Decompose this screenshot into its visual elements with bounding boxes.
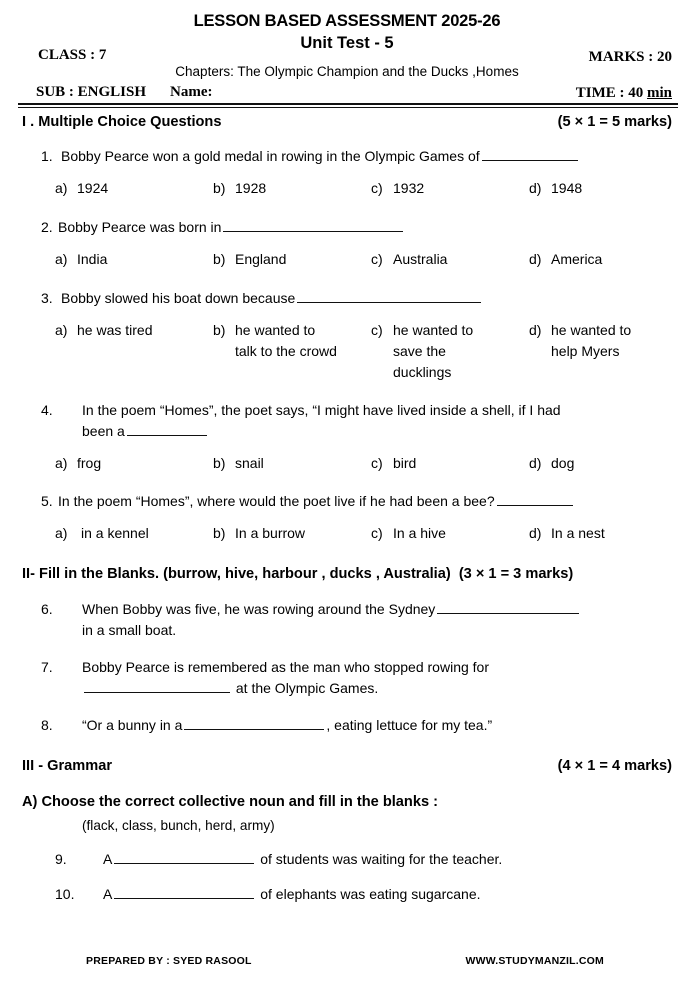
option-letter: a) — [55, 525, 68, 541]
option-text: Australia — [393, 251, 448, 267]
class-label: CLASS : 7 — [38, 47, 107, 63]
page-title: LESSON BASED ASSESSMENT 2025-26 — [193, 12, 501, 30]
header-divider — [18, 103, 678, 108]
option-c[interactable] — [371, 453, 529, 474]
section-3-marks: (4 × 1 = 4 marks) — [557, 758, 672, 774]
section-2-marks: (3 × 1 = 3 marks) — [458, 566, 574, 582]
question-stem: “Or a bunny in a — [82, 717, 183, 733]
question-2-options — [0, 249, 694, 270]
question-number: 2. — [41, 219, 53, 235]
document-header — [0, 0, 694, 103]
student-name-field[interactable]: Name: — [170, 84, 213, 100]
option-text: In a hive — [393, 525, 446, 541]
question-stem-tail: of elephants was eating sugarcane. — [260, 886, 481, 902]
question-text — [61, 146, 694, 167]
option-letter: a) — [55, 455, 68, 471]
option-a[interactable] — [55, 320, 213, 383]
option-letter: b) — [213, 180, 226, 196]
option-letter: a) — [55, 322, 68, 338]
question-stem-line-2: in a small boat. — [82, 622, 177, 638]
option-text: India — [77, 251, 108, 267]
option-text: England — [235, 251, 287, 267]
option-letter: c) — [371, 525, 383, 541]
question-stem: Bobby Pearce was born in — [58, 219, 222, 235]
question-5-options — [0, 523, 694, 544]
option-text: In a burrow — [235, 525, 306, 541]
question-text — [58, 491, 694, 512]
question-stem: Bobby Pearce won a gold medal in rowing in the Olympic Games of — [61, 148, 480, 164]
option-text: frog — [77, 455, 102, 471]
time-label — [576, 85, 672, 102]
question-stem-line-2 — [82, 678, 694, 699]
question-stem: In the poem “Homes”, where would the poet live if he had been a bee? — [58, 493, 495, 509]
section-1-title: I . Multiple Choice Questions — [22, 114, 222, 130]
option-d[interactable] — [529, 523, 605, 544]
answer-blank[interactable] — [114, 885, 254, 899]
question-stem-line-1: In the poem “Homes”, the poet says, “I might have lived inside a shell, if I had — [82, 402, 561, 418]
question-text — [82, 400, 694, 442]
question-number: 8. — [41, 717, 53, 733]
option-d[interactable] — [529, 320, 647, 383]
option-d[interactable] — [529, 249, 602, 270]
document-footer — [0, 955, 694, 967]
option-letter: b) — [213, 525, 226, 541]
unit-test-subtitle: Unit Test - 5 — [300, 34, 394, 52]
question-number: 3. — [41, 290, 53, 306]
option-letter: b) — [213, 455, 226, 471]
question-8 — [0, 715, 694, 736]
option-a[interactable] — [55, 523, 213, 544]
option-c[interactable] — [371, 249, 529, 270]
section-2-header — [0, 566, 694, 582]
question-text — [82, 599, 694, 641]
section-1-marks: (5 × 1 = 5 marks) — [557, 114, 672, 130]
option-text: bird — [393, 455, 417, 471]
worksheet-content — [0, 112, 694, 905]
option-letter: b) — [213, 322, 226, 338]
time-unit: min — [646, 85, 672, 101]
option-letter: d) — [529, 322, 542, 338]
prepared-by-label: PREPARED BY : SYED RASOOL — [86, 955, 252, 967]
option-letter: c) — [371, 180, 383, 196]
question-stem-line-1: Bobby Pearce is remembered as the man who stopped rowing for — [82, 659, 489, 675]
option-a[interactable] — [55, 249, 213, 270]
question-stem: A — [103, 886, 113, 902]
option-b[interactable] — [213, 453, 371, 474]
section-1-header — [0, 114, 694, 130]
answer-blank[interactable] — [223, 218, 403, 232]
question-number: 9. — [55, 851, 67, 867]
option-letter: a) — [55, 180, 68, 196]
question-9 — [0, 849, 694, 870]
answer-blank[interactable] — [127, 422, 207, 436]
subject-label: SUB : ENGLISH — [36, 84, 147, 100]
question-3 — [0, 288, 694, 309]
answer-blank[interactable] — [297, 289, 481, 303]
option-letter: d) — [529, 455, 542, 471]
answer-blank[interactable] — [84, 679, 230, 693]
option-text: 1924 — [77, 180, 109, 196]
option-letter: d) — [529, 525, 542, 541]
question-10 — [0, 884, 694, 905]
section-3-title: III - Grammar — [22, 758, 113, 774]
answer-blank[interactable] — [482, 147, 578, 161]
question-stem-line-2 — [82, 421, 694, 442]
option-b[interactable] — [213, 178, 371, 199]
question-3-options — [0, 320, 694, 383]
question-stem-line-1-text: When Bobby was five, he was rowing around the Sydney — [82, 601, 436, 617]
option-c[interactable] — [371, 523, 529, 544]
option-a[interactable] — [55, 178, 213, 199]
option-letter: d) — [529, 251, 542, 267]
question-number: 4. — [41, 402, 53, 418]
question-stem-line-2-text: at the Olympic Games. — [235, 680, 379, 696]
option-d[interactable] — [529, 453, 574, 474]
question-text — [61, 288, 694, 309]
answer-blank[interactable] — [437, 600, 579, 614]
option-text: he wanted to help Myers — [551, 322, 632, 359]
question-5 — [0, 491, 694, 512]
option-letter: d) — [529, 180, 542, 196]
question-stem-line-1 — [82, 599, 694, 620]
option-text: in a kennel — [81, 525, 149, 541]
option-letter: c) — [371, 251, 383, 267]
question-1 — [0, 146, 694, 167]
option-letter: b) — [213, 251, 226, 267]
section-2-title: II- Fill in the Blanks. (burrow, hive, harbour , ducks , Australia) — [22, 566, 451, 582]
option-d[interactable] — [529, 178, 582, 199]
question-6 — [0, 599, 694, 641]
section-3-header — [0, 758, 694, 774]
option-text: 1928 — [235, 180, 267, 196]
option-c[interactable] — [371, 320, 529, 383]
marks-label: MARKS : 20 — [588, 49, 672, 65]
option-text: he was tired — [77, 322, 153, 338]
question-1-options — [0, 178, 694, 199]
option-letter: a) — [55, 251, 68, 267]
question-number: 7. — [41, 659, 53, 675]
option-b[interactable] — [213, 249, 371, 270]
question-number: 10. — [55, 886, 75, 902]
question-number: 5. — [41, 493, 53, 509]
option-b[interactable] — [213, 523, 371, 544]
option-text: 1932 — [393, 180, 425, 196]
question-stem-tail: , eating lettuce for my tea.” — [326, 717, 493, 733]
question-number: 1. — [41, 148, 53, 164]
question-text — [103, 884, 694, 905]
answer-blank[interactable] — [497, 492, 573, 506]
option-text: 1948 — [551, 180, 583, 196]
answer-blank[interactable] — [184, 716, 324, 730]
option-text: snail — [235, 455, 264, 471]
option-text: dog — [551, 455, 575, 471]
option-letter: c) — [371, 322, 383, 338]
website-label: WWW.STUDYMANZIL.COM — [465, 955, 604, 967]
question-text — [82, 657, 694, 699]
option-a[interactable] — [55, 453, 213, 474]
question-text — [103, 849, 694, 870]
question-stem-line-2-text: been a — [82, 423, 125, 439]
question-7 — [0, 657, 694, 699]
question-stem-tail: of students was waiting for the teacher. — [260, 851, 503, 867]
option-text: he wanted to talk to the crowd — [235, 322, 337, 359]
time-value: TIME : 40 — [575, 85, 647, 101]
question-stem: A — [103, 851, 113, 867]
option-text: he wanted to save the ducklings — [393, 322, 474, 380]
question-stem: Bobby slowed his boat down because — [61, 290, 296, 306]
collective-noun-word-bank: (flack, class, bunch, herd, army) — [82, 818, 275, 833]
question-4 — [0, 400, 694, 442]
section-3-part-a-heading: A) Choose the correct collective noun and fill in the blanks : — [22, 794, 438, 810]
option-text: America — [551, 251, 603, 267]
question-text — [58, 217, 694, 238]
question-text — [82, 715, 694, 736]
option-b[interactable] — [213, 320, 371, 383]
answer-blank[interactable] — [114, 850, 254, 864]
option-text: In a nest — [551, 525, 605, 541]
chapters-line: Chapters: The Olympic Champion and the Ducks ,Homes — [175, 64, 519, 79]
option-letter: c) — [371, 455, 383, 471]
option-c[interactable] — [371, 178, 529, 199]
question-number: 6. — [41, 601, 53, 617]
question-4-options — [0, 453, 694, 474]
question-2 — [0, 217, 694, 238]
